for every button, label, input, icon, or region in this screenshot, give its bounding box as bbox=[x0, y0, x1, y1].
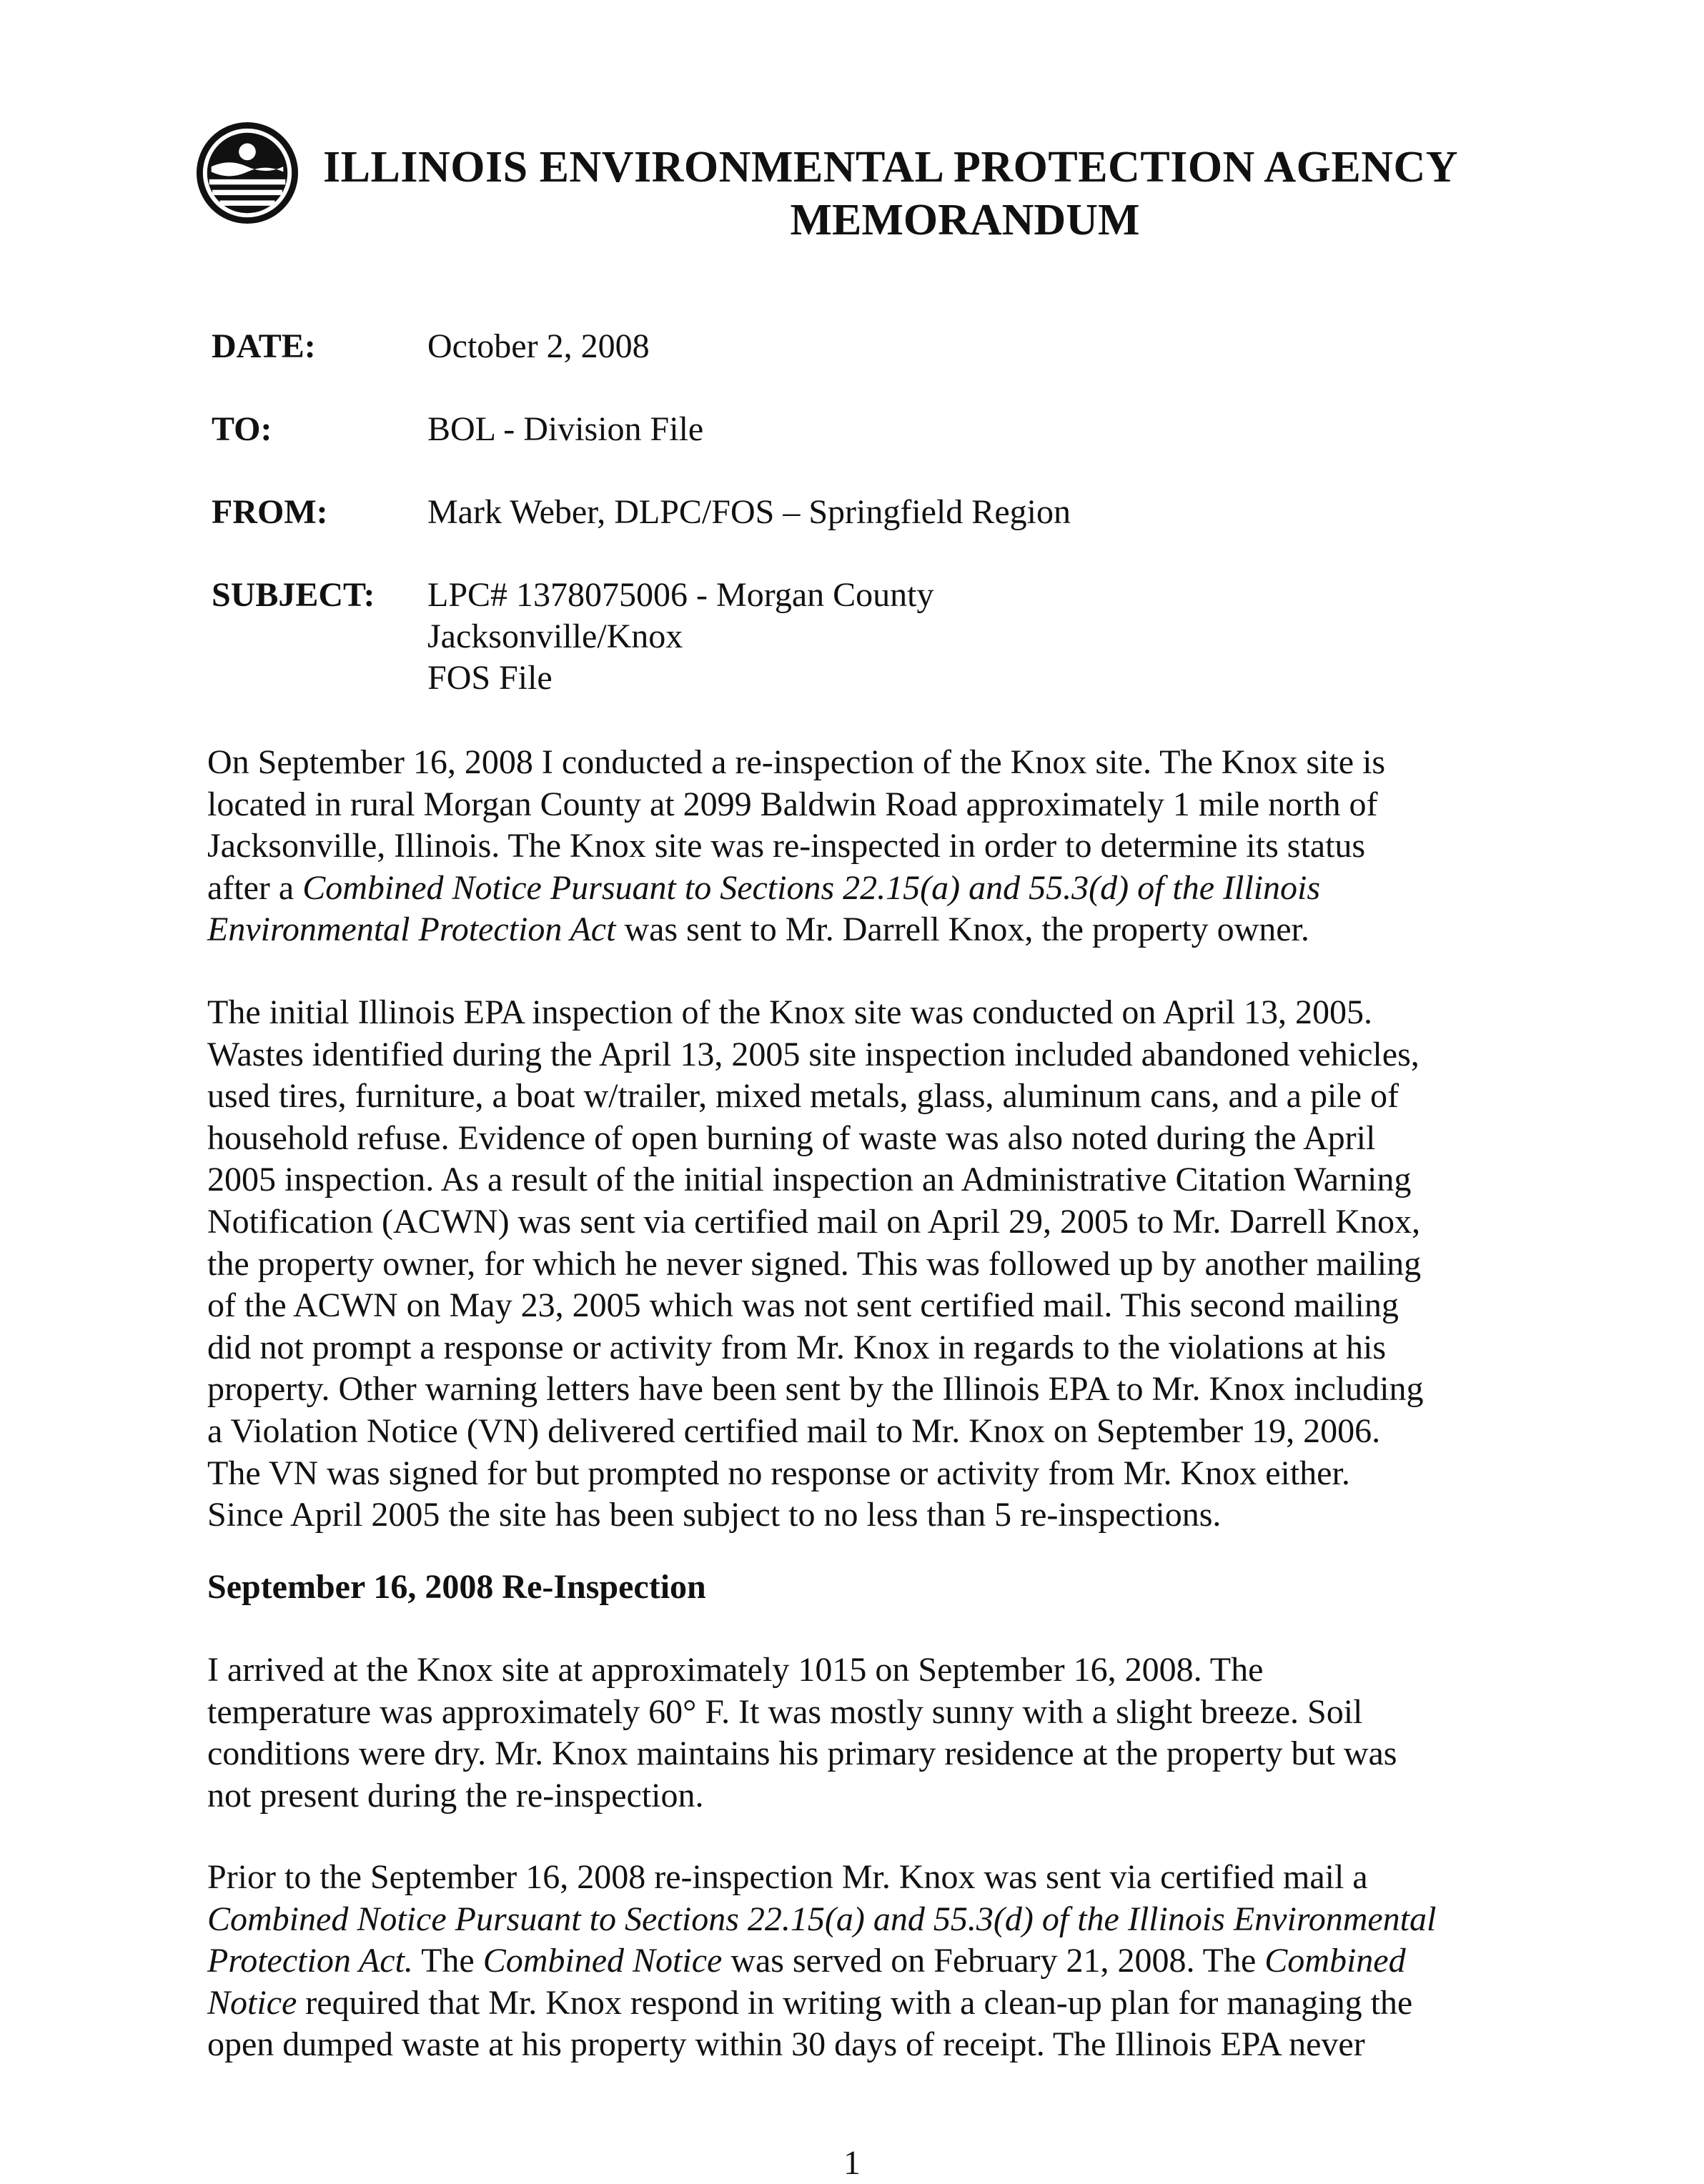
illinois-epa-seal-icon bbox=[194, 120, 300, 226]
text-line: did not prompt a response or activity from Mr. Knox in regards to the violations at his bbox=[207, 1328, 1387, 1366]
text-line: property. Other warning letters have been sent by the Illinois EPA to Mr. Knox including bbox=[207, 1370, 1424, 1409]
text-line bbox=[207, 1899, 1515, 1941]
text-line: used tires, furniture, a boat w/trailer, mixed metals, glass, aluminum cans, and a pile of bbox=[207, 1077, 1399, 1116]
text-line: household refuse. Evidence of open burning of waste was also noted during the April bbox=[207, 1118, 1376, 1157]
text-line: of the ACWN on May 23, 2005 which was not sent certified mail. This second mailing bbox=[207, 1286, 1399, 1325]
to-label: TO: bbox=[212, 410, 272, 448]
date-label: DATE: bbox=[212, 327, 316, 365]
text-line: The VN was signed for but prompted no response or activity from Mr. Knox either. bbox=[207, 1454, 1350, 1492]
text-line: Prior to the September 16, 2008 re-inspection Mr. Knox was sent via certified mail a bbox=[207, 1858, 1368, 1896]
text-line bbox=[207, 1982, 1515, 2025]
italic-citation: Combined Notice Pursuant to Sections 22.15(a) and 55.3(d) of the Illinois bbox=[302, 868, 1321, 907]
paragraph-history bbox=[207, 992, 1515, 1537]
section-heading: September 16, 2008 Re-Inspection bbox=[207, 1568, 706, 1606]
text-run: was served on February 21, 2008. The bbox=[722, 1942, 1265, 1980]
text-line: conditions were dry. Mr. Knox maintains his primary residence at the property but was bbox=[207, 1734, 1397, 1773]
text-line bbox=[207, 1940, 1515, 1982]
italic-citation: Combined Notice bbox=[482, 1942, 723, 1980]
text-run: was sent to Mr. Darrell Knox, the property owner. bbox=[615, 910, 1309, 949]
italic-citation: Protection Act. bbox=[207, 1942, 413, 1980]
text-line: open dumped waste at his property within 30 days of receipt. The Illinois EPA never bbox=[207, 2025, 1365, 2064]
from-label: FROM: bbox=[212, 493, 328, 531]
paragraph-arrival bbox=[207, 1649, 1515, 1817]
text-line: The initial Illinois EPA inspection of the Knox site was conducted on April 13, 2005. bbox=[207, 993, 1373, 1031]
text-line bbox=[207, 868, 1515, 910]
text-line: Notification (ACWN) was sent via certified mail on April 29, 2005 to Mr. Darrell Knox, bbox=[207, 1202, 1420, 1241]
text-line: temperature was approximately 60° F. It was mostly sunny with a slight breeze. Soil bbox=[207, 1692, 1363, 1731]
to-value: BOL - Division File bbox=[427, 410, 704, 448]
document-type: MEMORANDUM bbox=[790, 196, 1140, 244]
italic-citation: Environmental Protection Act bbox=[207, 910, 616, 949]
text-run: required that Mr. Knox respond in writing with a clean-up plan for managing the bbox=[297, 1983, 1413, 2022]
text-line: I arrived at the Knox site at approximately 1015 on September 16, 2008. The bbox=[207, 1651, 1264, 1689]
paragraph-notice bbox=[207, 1857, 1515, 2066]
text-line: Since April 2005 the site has been subject to no less than 5 re-inspections. bbox=[207, 1496, 1222, 1534]
text-line: located in rural Morgan County at 2099 Baldwin Road approximately 1 mile north of bbox=[207, 785, 1378, 823]
paragraph-intro bbox=[207, 742, 1515, 951]
text-line: Wastes identified during the April 13, 2005 site inspection included abandoned vehicles, bbox=[207, 1035, 1420, 1073]
text-line: not present during the re-inspection. bbox=[207, 1776, 704, 1815]
text-line: 2005 inspection. As a result of the initial inspection an Administrative Citation Warning bbox=[207, 1161, 1412, 1199]
italic-citation: Combined bbox=[1264, 1942, 1406, 1980]
text-line: a Violation Notice (VN) delivered certified mail to Mr. Knox on September 19, 2006. bbox=[207, 1411, 1381, 1450]
from-value: Mark Weber, DLPC/FOS – Springfield Region bbox=[427, 493, 1071, 531]
subject-line-3: FOS File bbox=[427, 659, 553, 697]
subject-line-2: Jacksonville/Knox bbox=[427, 617, 683, 655]
text-line: the property owner, for which he never signed. This was followed up by another mailing bbox=[207, 1244, 1422, 1283]
agency-name: ILLINOIS ENVIRONMENTAL PROTECTION AGENCY bbox=[323, 143, 1459, 192]
page-number: 1 bbox=[843, 2144, 861, 2182]
subject-line-1: LPC# 1378075006 - Morgan County bbox=[427, 576, 934, 614]
italic-citation: Combined Notice Pursuant to Sections 22.15(a) and 55.3(d) of the Illinois Environmental bbox=[207, 1900, 1437, 1938]
text-run: after a bbox=[207, 868, 303, 907]
subject-label: SUBJECT: bbox=[212, 576, 375, 614]
text-line: On September 16, 2008 I conducted a re-inspection of the Knox site. The Knox site is bbox=[207, 743, 1386, 781]
italic-citation: Notice bbox=[207, 1983, 297, 2022]
date-value: October 2, 2008 bbox=[427, 327, 650, 365]
text-line: Jacksonville, Illinois. The Knox site was re-inspected in order to determine its status bbox=[207, 827, 1366, 865]
text-line bbox=[207, 909, 1515, 951]
text-run: The bbox=[412, 1942, 483, 1980]
